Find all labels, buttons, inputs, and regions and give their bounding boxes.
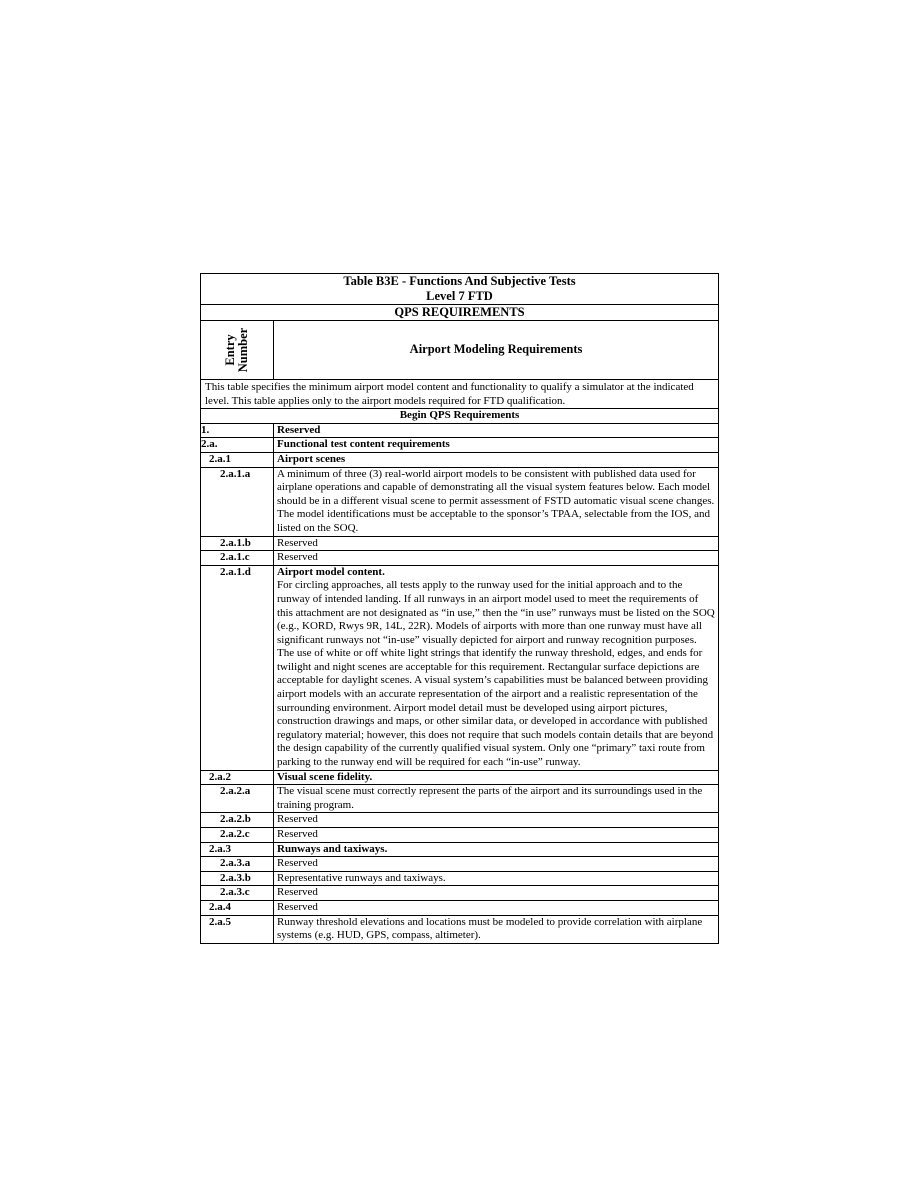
requirement-text: Reserved xyxy=(277,900,318,913)
requirement-cell xyxy=(274,828,719,843)
requirement-cell xyxy=(274,438,719,453)
entry-number: 2.a. xyxy=(201,438,274,453)
requirement-cell xyxy=(274,423,719,438)
requirement-cell xyxy=(274,871,719,886)
table-row xyxy=(201,551,719,566)
requirement-cell xyxy=(274,551,719,566)
requirement-text: Reserved xyxy=(277,886,318,899)
entry-number: 2.a.1.a xyxy=(201,467,274,536)
requirements-body xyxy=(201,423,719,943)
qps-header-row xyxy=(201,305,719,321)
entry-number: 2.a.3.c xyxy=(201,886,274,901)
entry-number: 2.a.3.b xyxy=(201,871,274,886)
airport-modeling-header: Airport Modeling Requirements xyxy=(274,321,719,380)
requirement-cell xyxy=(274,886,719,901)
entry-number: 2.a.2.a xyxy=(201,785,274,813)
requirement-text: The visual scene must correctly represent the parts of the airport and its surroundings used in the training program. xyxy=(277,785,703,811)
table-row xyxy=(201,423,719,438)
table-row xyxy=(201,915,719,943)
entry-number-header xyxy=(201,321,274,380)
begin-row xyxy=(201,409,719,424)
requirement-cell xyxy=(274,842,719,857)
entry-number: 2.a.1.c xyxy=(201,551,274,566)
table-row xyxy=(201,438,719,453)
requirement-cell xyxy=(274,452,719,467)
requirement-heading: Reserved xyxy=(277,423,321,436)
requirement-heading: Runways and taxiways. xyxy=(277,842,388,855)
qps-header: QPS REQUIREMENTS xyxy=(201,305,719,321)
requirement-heading: Airport scenes xyxy=(277,452,346,465)
entry-number: 2.a.5 xyxy=(201,915,274,943)
requirement-cell xyxy=(274,565,719,770)
entry-header-line1: Entry xyxy=(223,334,237,366)
column-header-row xyxy=(201,321,719,380)
intro-row xyxy=(201,380,719,409)
table-row xyxy=(201,770,719,785)
requirement-heading: Airport model content. xyxy=(277,565,385,578)
requirement-text: Reserved xyxy=(277,536,318,549)
table-title-row xyxy=(201,274,719,305)
requirement-cell xyxy=(274,536,719,551)
requirement-text: Runway threshold elevations and locations must be modeled to provide correlation with airplane systems (e.g. HUD, GPS, compass, altimeter). xyxy=(277,915,703,942)
requirement-heading: Functional test content requirements xyxy=(277,438,450,451)
entry-number: 2.a.3 xyxy=(201,842,274,857)
requirement-text: Reserved xyxy=(277,813,318,826)
entry-number: 2.a.1.b xyxy=(201,536,274,551)
entry-header-line2: Number xyxy=(236,327,250,373)
requirement-heading: Visual scene fidelity. xyxy=(277,770,373,783)
requirement-cell xyxy=(274,900,719,915)
table-row xyxy=(201,452,719,467)
requirement-text: A minimum of three (3) real-world airport models to be consistent with published data used for airplane operations and capable of demonstrating all the visual system features below. Each model should be in a different visual scene to permit assessment of FSTD automatic visual scene changes. The model identifications must be acceptable to the sponsor’s TPAA, selectable from the IOS, and listed on the SOQ. xyxy=(277,467,715,534)
entry-number: 2.a.1 xyxy=(201,452,274,467)
requirement-text: Representative runways and taxiways. xyxy=(277,871,446,884)
table-row xyxy=(201,536,719,551)
table-row xyxy=(201,813,719,828)
table-row xyxy=(201,842,719,857)
table-title: Table B3E - Functions And Subjective Tests xyxy=(343,274,576,288)
entry-number: 2.a.3.a xyxy=(201,857,274,872)
requirement-cell xyxy=(274,857,719,872)
requirement-cell xyxy=(274,915,719,943)
requirement-cell xyxy=(274,770,719,785)
table-level: Level 7 FTD xyxy=(426,289,493,303)
entry-number: 1. xyxy=(201,423,274,438)
table-row xyxy=(201,871,719,886)
entry-number: 2.a.2 xyxy=(201,770,274,785)
table-row xyxy=(201,900,719,915)
table-row xyxy=(201,785,719,813)
entry-number: 2.a.2.c xyxy=(201,828,274,843)
requirement-cell xyxy=(274,785,719,813)
table-row xyxy=(201,467,719,536)
entry-number: 2.a.4 xyxy=(201,900,274,915)
requirement-cell xyxy=(274,813,719,828)
entry-number: 2.a.1.d xyxy=(201,565,274,770)
table-row xyxy=(201,828,719,843)
table-row xyxy=(201,886,719,901)
table-row xyxy=(201,565,719,770)
requirement-text: Reserved xyxy=(277,857,318,870)
entry-number: 2.a.2.b xyxy=(201,813,274,828)
table-title-cell xyxy=(201,274,719,305)
intro-text: This table specifies the minimum airport model content and functionality to qualify a simulator at the indicated level. This table applies only to the airport models required for FTD qualification. xyxy=(201,380,719,409)
requirements-table xyxy=(200,273,719,944)
table-row xyxy=(201,857,719,872)
requirement-cell xyxy=(274,467,719,536)
requirement-text: For circling approaches, all tests apply to the runway used for the initial approach and to the runway of intended landing. If all runways in an airport model used to meet the requirements of this attachment are not designated as “in use,” then the “in use” runways must be listed on the SOQ (e.g., KORD, Rwys 9R, 14L, 22R). Models of airports with more than one runway must have all significant runways not “in-use” visually depicted for airport and runway recognition purposes. The use of white or off white light strings that identify the runway threshold, edges, and ends for twilight and night scenes are acceptable for this requirement. Rectangular surface depictions are acceptable for daylight scenes. A visual system’s capabilities must be balanced between providing airport models with an accurate representation of the airport and a realistic representation of the surrounding environment. Airport model detail must be developed using airport pictures, construction drawings and maps, or other similar data, or developed in accordance with published regulatory material; however, this does not require that such models contain details that are beyond the design capability of the currently qualified visual system. Only one “primary” taxi route from parking to the runway end will be required for each “in-use” runway. xyxy=(277,579,715,769)
requirement-text: Reserved xyxy=(277,828,318,840)
begin-qps-label: Begin QPS Requirements xyxy=(201,409,719,424)
requirement-text: Reserved xyxy=(277,551,318,564)
